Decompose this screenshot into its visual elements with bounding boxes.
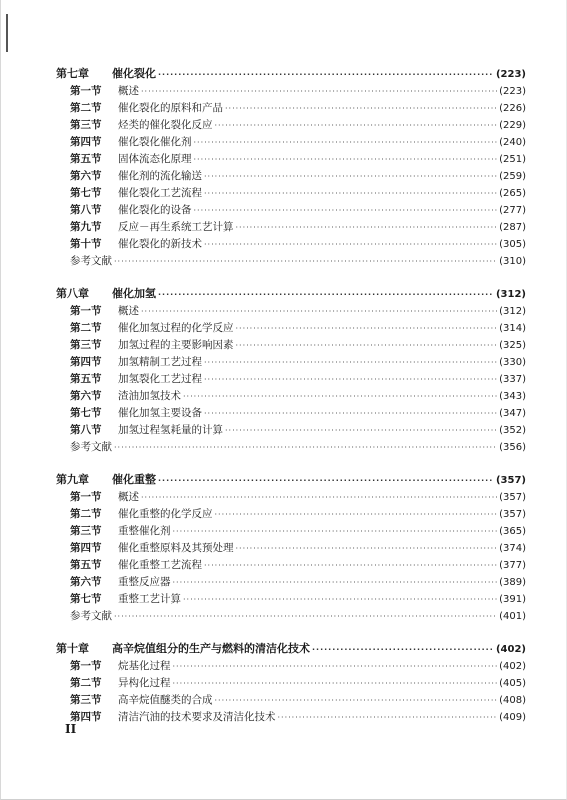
- section-page-number: (337): [499, 374, 526, 385]
- dot-leader: [278, 709, 498, 726]
- chapter-title: 催化重整: [112, 473, 156, 486]
- chapter-page-number: (402): [495, 644, 526, 655]
- section-page-number: (330): [499, 357, 526, 368]
- dot-leader: [194, 151, 498, 168]
- section-title: 异构化过程: [118, 677, 171, 689]
- section-number: 第一节: [70, 491, 102, 503]
- section-number: 第十节: [70, 238, 102, 250]
- section-title: 催化裂化催化剂: [118, 136, 192, 148]
- section-entry[interactable]: [56, 540, 526, 557]
- chapter-page-number: (357): [495, 475, 526, 486]
- section-number: 第九节: [70, 221, 102, 233]
- references-label: 参考文献: [70, 441, 112, 453]
- section-title: 加氢裂化工艺过程: [118, 373, 202, 385]
- dot-leader: [114, 608, 497, 625]
- section-entry[interactable]: [56, 202, 526, 219]
- references-label: 参考文献: [70, 610, 112, 622]
- section-entry[interactable]: [56, 320, 526, 337]
- section-entry[interactable]: [56, 405, 526, 422]
- section-entry[interactable]: [56, 591, 526, 608]
- section-page-number: (251): [499, 154, 526, 165]
- chapter-entry[interactable]: [56, 470, 526, 489]
- references-page-number: (401): [499, 611, 526, 622]
- dot-leader: [173, 658, 498, 675]
- references-entry[interactable]: [56, 253, 526, 270]
- chapter-entry[interactable]: [56, 64, 526, 83]
- section-entry[interactable]: [56, 134, 526, 151]
- section-page-number: (352): [499, 425, 526, 436]
- section-title: 清洁汽油的技术要求及清洁化技术: [118, 711, 276, 723]
- section-number: 第四节: [70, 356, 102, 368]
- section-title: 加氢过程的主要影响因素: [118, 339, 234, 351]
- section-number: 第四节: [70, 542, 102, 554]
- section-number: 第二节: [70, 322, 102, 334]
- chapter-page-number: (312): [495, 289, 526, 300]
- dot-leader: [204, 168, 497, 185]
- section-page-number: (389): [499, 577, 526, 588]
- dot-leader: [183, 591, 497, 608]
- section-page-number: (265): [499, 188, 526, 199]
- section-title: 重整反应器: [118, 576, 171, 588]
- table-of-contents: [56, 64, 526, 740]
- section-number: 第八节: [70, 424, 102, 436]
- chapter-title: 高辛烷值组分的生产与燃料的清洁化技术: [112, 642, 310, 655]
- dot-leader: [236, 337, 498, 354]
- section-number: 第七节: [70, 593, 102, 605]
- dot-leader: [312, 640, 494, 659]
- references-label: 参考文献: [70, 255, 112, 267]
- section-title: 催化裂化的设备: [118, 204, 192, 216]
- dot-leader: [225, 422, 497, 439]
- section-entry[interactable]: [56, 354, 526, 371]
- section-entry[interactable]: [56, 303, 526, 320]
- references-page-number: (356): [499, 442, 526, 453]
- section-title: 加氢精制工艺过程: [118, 356, 202, 368]
- section-page-number: (226): [499, 103, 526, 114]
- section-entry[interactable]: [56, 337, 526, 354]
- section-entry[interactable]: [56, 557, 526, 574]
- section-entry[interactable]: [56, 506, 526, 523]
- section-entry[interactable]: [56, 151, 526, 168]
- section-entry[interactable]: [56, 574, 526, 591]
- section-entry[interactable]: [56, 709, 526, 726]
- section-number: 第五节: [70, 153, 102, 165]
- section-page-number: (408): [499, 695, 526, 706]
- section-entry[interactable]: [56, 117, 526, 134]
- section-page-number: (391): [499, 594, 526, 605]
- section-page-number: (365): [499, 526, 526, 537]
- dot-leader: [204, 354, 497, 371]
- section-page-number: (402): [499, 661, 526, 672]
- chapter-number: 第九章: [56, 473, 89, 486]
- chapter-page-number: (223): [495, 69, 526, 80]
- section-entry[interactable]: [56, 185, 526, 202]
- dot-leader: [236, 219, 498, 236]
- section-entry[interactable]: [56, 371, 526, 388]
- section-number: 第六节: [70, 390, 102, 402]
- dot-leader: [114, 253, 497, 270]
- section-entry[interactable]: [56, 658, 526, 675]
- section-entry[interactable]: [56, 100, 526, 117]
- section-title: 概述: [118, 305, 139, 317]
- section-entry[interactable]: [56, 388, 526, 405]
- section-number: 第六节: [70, 170, 102, 182]
- dot-leader: [236, 540, 498, 557]
- section-number: 第一节: [70, 305, 102, 317]
- section-title: 加氢过程氢耗量的计算: [118, 424, 223, 436]
- section-page-number: (347): [499, 408, 526, 419]
- section-title: 催化裂化工艺流程: [118, 187, 202, 199]
- section-title: 渣油加氢技术: [118, 390, 181, 402]
- section-title: 催化裂化的新技术: [118, 238, 202, 250]
- section-number: 第一节: [70, 85, 102, 97]
- section-number: 第三节: [70, 694, 102, 706]
- references-page-number: (310): [499, 256, 526, 267]
- dot-leader: [204, 236, 497, 253]
- section-entry[interactable]: [56, 236, 526, 253]
- section-page-number: (357): [499, 492, 526, 503]
- dot-leader: [173, 675, 498, 692]
- section-title: 催化重整的化学反应: [118, 508, 213, 520]
- section-title: 概述: [118, 85, 139, 97]
- section-title: 重整催化剂: [118, 525, 171, 537]
- section-page-number: (374): [499, 543, 526, 554]
- section-page-number: (343): [499, 391, 526, 402]
- section-entry[interactable]: [56, 489, 526, 506]
- section-number: 第七节: [70, 187, 102, 199]
- section-number: 第二节: [70, 102, 102, 114]
- section-title: 催化重整原料及其预处理: [118, 542, 234, 554]
- section-page-number: (312): [499, 306, 526, 317]
- dot-leader: [114, 439, 497, 456]
- section-title: 烷基化过程: [118, 660, 171, 672]
- dot-leader: [215, 117, 498, 134]
- section-number: 第四节: [70, 136, 102, 148]
- toc-chapter-block: [56, 284, 526, 456]
- dot-leader: [215, 506, 498, 523]
- section-entry[interactable]: [56, 83, 526, 100]
- dot-leader: [194, 134, 498, 151]
- section-entry[interactable]: [56, 523, 526, 540]
- section-page-number: (287): [499, 222, 526, 233]
- section-page-number: (409): [499, 712, 526, 723]
- dot-leader: [158, 65, 494, 84]
- section-number: 第二节: [70, 677, 102, 689]
- section-number: 第六节: [70, 576, 102, 588]
- scan-edge-rule: [6, 14, 8, 52]
- section-number: 第三节: [70, 119, 102, 131]
- toc-chapter-block: [56, 639, 526, 726]
- section-number: 第七节: [70, 407, 102, 419]
- section-title: 催化裂化的原料和产品: [118, 102, 223, 114]
- dot-leader: [204, 405, 497, 422]
- dot-leader: [183, 388, 497, 405]
- references-entry[interactable]: [56, 608, 526, 625]
- section-entry[interactable]: [56, 675, 526, 692]
- section-number: 第四节: [70, 711, 102, 723]
- dot-leader: [141, 303, 497, 320]
- dot-leader: [225, 100, 497, 117]
- section-page-number: (229): [499, 120, 526, 131]
- section-title: 固体流态化原理: [118, 153, 192, 165]
- section-entry[interactable]: [56, 692, 526, 709]
- toc-chapter-block: [56, 64, 526, 270]
- chapter-entry[interactable]: [56, 284, 526, 303]
- section-number: 第三节: [70, 525, 102, 537]
- section-entry[interactable]: [56, 219, 526, 236]
- chapter-number: 第八章: [56, 287, 89, 300]
- chapter-number: 第七章: [56, 67, 89, 80]
- section-title: 烃类的催化裂化反应: [118, 119, 213, 131]
- dot-leader: [215, 692, 498, 709]
- chapter-title: 催化裂化: [112, 67, 156, 80]
- chapter-number: 第十章: [56, 642, 89, 655]
- dot-leader: [141, 489, 497, 506]
- section-title: 催化加氢主要设备: [118, 407, 202, 419]
- dot-leader: [204, 371, 497, 388]
- dot-leader: [141, 83, 497, 100]
- section-page-number: (305): [499, 239, 526, 250]
- section-title: 催化重整工艺流程: [118, 559, 202, 571]
- section-page-number: (277): [499, 205, 526, 216]
- dot-leader: [204, 185, 497, 202]
- section-title: 概述: [118, 491, 139, 503]
- section-number: 第五节: [70, 373, 102, 385]
- chapter-title: 催化加氢: [112, 287, 156, 300]
- section-title: 重整工艺计算: [118, 593, 181, 605]
- chapter-entry[interactable]: [56, 639, 526, 658]
- section-number: 第三节: [70, 339, 102, 351]
- dot-leader: [158, 285, 494, 304]
- dot-leader: [158, 471, 494, 490]
- references-entry[interactable]: [56, 439, 526, 456]
- section-entry[interactable]: [56, 422, 526, 439]
- section-number: 第二节: [70, 508, 102, 520]
- section-title: 反应－再生系统工艺计算: [118, 221, 234, 233]
- section-entry[interactable]: [56, 168, 526, 185]
- section-page-number: (223): [499, 86, 526, 97]
- dot-leader: [173, 574, 498, 591]
- section-number: 第八节: [70, 204, 102, 216]
- section-title: 催化加氢过程的化学反应: [118, 322, 234, 334]
- section-page-number: (240): [499, 137, 526, 148]
- section-page-number: (259): [499, 171, 526, 182]
- toc-chapter-block: [56, 470, 526, 625]
- section-number: 第一节: [70, 660, 102, 672]
- section-page-number: (405): [499, 678, 526, 689]
- footer-page-number: II: [65, 722, 77, 736]
- dot-leader: [204, 557, 497, 574]
- dot-leader: [236, 320, 498, 337]
- dot-leader: [173, 523, 498, 540]
- section-page-number: (325): [499, 340, 526, 351]
- section-number: 第五节: [70, 559, 102, 571]
- dot-leader: [194, 202, 498, 219]
- section-page-number: (357): [499, 509, 526, 520]
- section-title: 高辛烷值醚类的合成: [118, 694, 213, 706]
- section-page-number: (377): [499, 560, 526, 571]
- section-title: 催化剂的流化输送: [118, 170, 202, 182]
- section-page-number: (314): [499, 323, 526, 334]
